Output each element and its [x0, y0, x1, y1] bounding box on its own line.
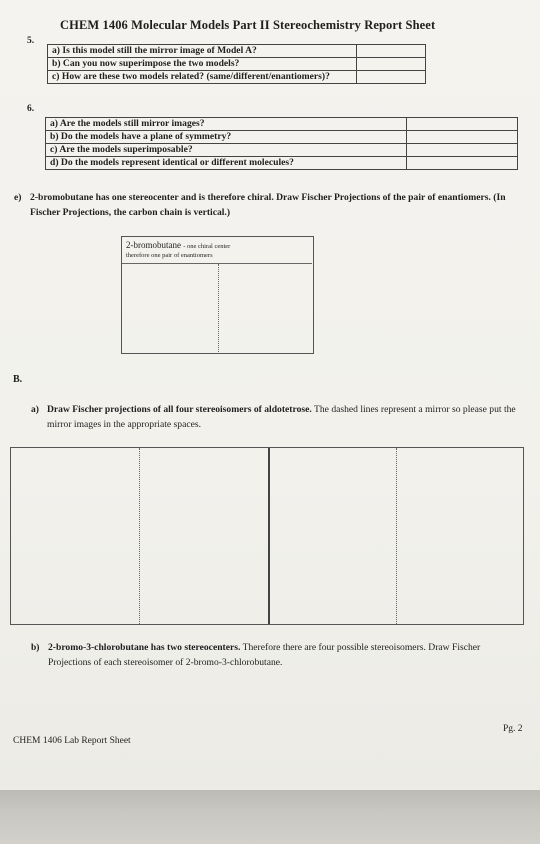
question-5c: c) How are these two models related? (same/different/enantiomers)?: [48, 71, 357, 84]
table-row: [46, 118, 518, 131]
enantiomer-left-space[interactable]: [123, 265, 217, 351]
question-e-text: 2-bromobutane has one stereocenter and is therefore chiral. Draw Fischer Projections of the pair of enantiomers. (In Fischer Projections, the carbon chain is vertical.): [30, 192, 506, 218]
mirror-line-2: [396, 448, 397, 624]
question-5a: a) Is this model still the mirror image of Model A?: [48, 45, 357, 58]
mirror-line-1: [139, 448, 140, 624]
section-b-b-label: b): [31, 643, 40, 653]
table-row: [48, 58, 426, 71]
page-title: CHEM 1406 Molecular Models Part II Stereochemistry Report Sheet: [60, 18, 436, 32]
enantiomer-box-title: 2-bromobutane - one chiral center: [126, 240, 231, 250]
stereoisomer-space-4[interactable]: [398, 449, 520, 621]
question-6-number: 6.: [27, 104, 35, 114]
table-row: [48, 45, 426, 58]
table-row: [46, 157, 518, 170]
answer-cell-6d[interactable]: [407, 157, 518, 170]
answer-cell-5c[interactable]: [357, 71, 426, 84]
table-row: [48, 71, 426, 84]
enantiomer-box-divider: [122, 263, 312, 264]
background-surface: [0, 790, 540, 844]
answer-cell-5a[interactable]: [357, 45, 426, 58]
stereoisomer-space-1[interactable]: [12, 449, 137, 621]
table-row: [46, 144, 518, 157]
pair-divider: [268, 448, 270, 624]
question-6-table: [45, 117, 518, 170]
enantiomer-right-space[interactable]: [220, 265, 311, 351]
section-b-a-text: Draw Fischer projections of all four stereoisomers of aldotetrose. The dashed lines represent a mirror so please put the mirror images in the appropriate spaces.: [47, 404, 516, 430]
stereoisomer-space-3[interactable]: [271, 449, 394, 621]
question-6a: a) Are the models still mirror images?: [46, 118, 407, 131]
stereoisomer-space-2[interactable]: [141, 449, 266, 621]
question-5b: b) Can you now superimpose the two models?: [48, 58, 357, 71]
section-b-label: B.: [13, 374, 23, 385]
section-b-b-text: 2-bromo-3-chlorobutane has two stereocenters. Therefore there are four possible stereoisomers. Draw Fischer Projections of each stereoisomer of 2-bromo-3-chlorobutane.: [48, 642, 481, 668]
question-5-number: 5.: [27, 36, 35, 46]
section-b-a-label: a): [31, 405, 39, 415]
question-e-label: e): [14, 193, 22, 203]
question-6c: c) Are the models superimposable?: [46, 144, 407, 157]
mirror-line: [218, 264, 219, 352]
question-5-table: [47, 44, 426, 84]
answer-cell-5b[interactable]: [357, 58, 426, 71]
footer-left: CHEM 1406 Lab Report Sheet: [13, 736, 131, 746]
page-number: Pg. 2: [503, 724, 523, 734]
answer-cell-6a[interactable]: [407, 118, 518, 131]
question-6b: b) Do the models have a plane of symmetry?: [46, 131, 407, 144]
question-6d: d) Do the models represent identical or different molecules?: [46, 157, 407, 170]
table-row: [46, 131, 518, 144]
enantiomer-box-subtitle: therefore one pair of enantiomers: [126, 252, 213, 259]
answer-cell-6b[interactable]: [407, 131, 518, 144]
answer-cell-6c[interactable]: [407, 144, 518, 157]
